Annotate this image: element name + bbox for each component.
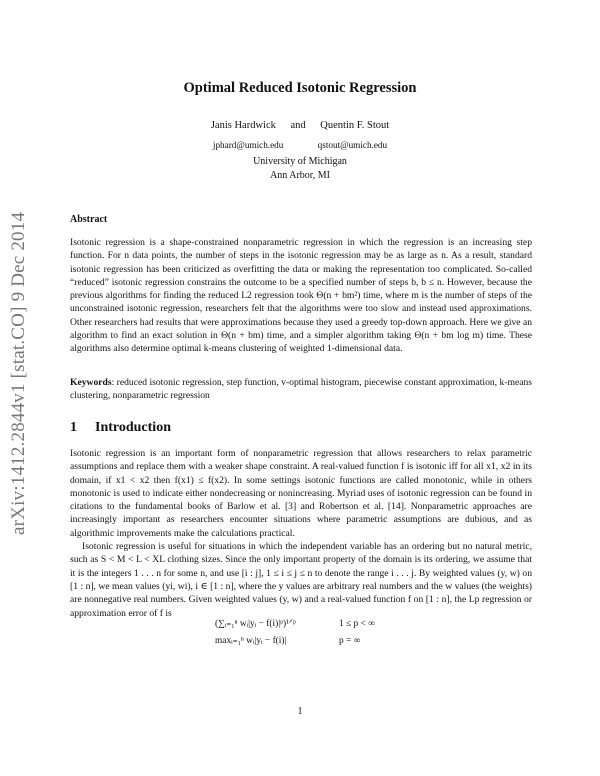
- author-2: Quentin F. Stout: [320, 120, 390, 131]
- author-connector: and: [290, 120, 306, 131]
- page-number: 1: [297, 706, 303, 717]
- keywords-label: Keywords: [70, 377, 112, 388]
- formula-expr: maxᵢ₌₁ⁿ wᵢ|yᵢ − f(i)|: [215, 636, 287, 646]
- section-number: 1: [70, 420, 77, 435]
- abstract-text: Isotonic regression is a shape-constrained nonparametric regression in which the regression is an increasing step function. For n data points, the number of steps in the isotonic regression may be as large as n. As a result, standard isotonic regression has been criticized as overfitting the data or making the representation too complicated. So-called “reduced” isotonic regression constrains the outcome to be a specified number of steps b, b ≤ n. However, because the previous algorithms for finding the reduced L2 regression took Θ(n + bm²) time, where m is the number of steps of the unconstrained isotonic regression, researchers felt that the algorithms were too slow and instead used approximations. Other researchers had results that were approximations because they used a greedy top-down approach. Here we give an algorithm to find an exact solution in Θ(n + bm) time, and a simpler algorithm taking Θ(n + bm log m) time. These algorithms also determine optimal k-means clustering of weighted 1-dimensional data.: [70, 237, 532, 355]
- affiliation: [0, 155, 600, 183]
- email-1: jphard@umich.edu: [212, 140, 284, 150]
- error-formula: [215, 616, 375, 650]
- email-2: qstout@umich.edu: [317, 140, 388, 150]
- affiliation-university: University of Michigan: [253, 156, 347, 167]
- paper-title: Optimal Reduced Isotonic Regression: [183, 80, 417, 96]
- abstract-heading: Abstract: [70, 214, 108, 225]
- intro-paragraph: Isotonic regression is useful for situations in which the independent variable has an ordering but no natural metric, such as S < M < L < XL clothing sizes. Since the only important property of the domain is its ordering, we assume that it is the integers 1 . . . n for some n, and use [i : j], 1 ≤ i ≤ j ≤ n to denote the range i . . . j. By weighted values (y, w) on [1 : n], we mean values (yi, wi), i ∈ [1 : n], where the y values are arbitrary real numbers and the w values (the weights) are nonnegative real numbers. Given weighted values (y, w) and a real-valued function f on [1 : n], the Lp regression or approximation error of f is: [70, 541, 532, 619]
- keywords-text: : reduced isotonic regression, step function, v-optimal histogram, piecewise constant approximation, k-means clustering, nonparametric regression: [70, 377, 532, 402]
- section-heading: [70, 420, 171, 436]
- author-1: Janis Hardwick: [210, 120, 276, 131]
- introduction-body: [70, 447, 532, 620]
- intro-paragraph: Isotonic regression is an important form of nonparametric regression that allows researchers to relax parametric assumptions and replace them with a weaker shape constraint. A real-valued function f is isotonic iff for all x1, x2 in its domain, if x1 < x2 then f(x1) ≤ f(x2). In some settings isotonic functions are called monotonic, while in others monotonic is used to indicate either nondecreasing or nonincreasing. Myriad uses of isotonic regression can be found in citations to the fundamental books of Barlow et al. [3] and Robertson et al. [14]. Nonparametric approaches are increasingly important as researchers encounter situations where parametric assumptions are dubious, and as algorithmic improvements make the calculations practical.: [70, 448, 532, 539]
- section-title: Introduction: [95, 420, 171, 435]
- keywords: [70, 376, 532, 403]
- formula-line: [215, 616, 375, 633]
- emails: [0, 140, 600, 150]
- affiliation-location: Ann Arbor, MI: [270, 170, 330, 181]
- authors: [0, 120, 600, 131]
- formula-cond: 1 ≤ p < ∞: [339, 619, 375, 629]
- formula-line: [215, 633, 375, 650]
- arxiv-stamp: arXiv:1412.2844v1 [stat.CO] 9 Dec 2014: [8, 211, 29, 535]
- formula-cond: p = ∞: [339, 636, 361, 646]
- formula-expr: (∑ᵢ₌₁ⁿ wᵢ|yᵢ − f(i)|ᵖ)¹ᐟᵖ: [215, 619, 296, 629]
